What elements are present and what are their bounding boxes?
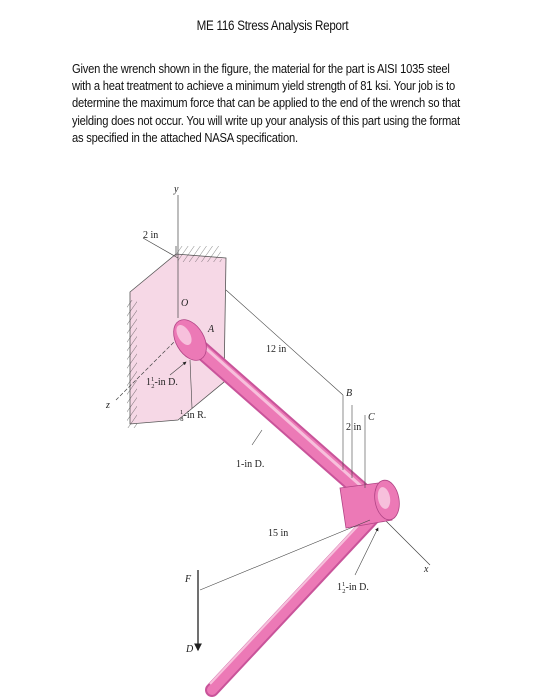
- dim-12in: 12 in: [266, 344, 287, 355]
- point-a-label: A: [208, 324, 215, 335]
- dim-2in: 2 in: [346, 422, 362, 433]
- dim-wall-2in: 2 in: [143, 230, 159, 241]
- report-title: ME 116 Stress Analysis Report: [196, 18, 349, 33]
- point-d-label: D: [186, 644, 194, 655]
- paragraph-line: with a heat treatment to achieve a minimum yield strength of 81 ksi. Your job is to: [72, 78, 455, 94]
- dim-1in-diameter: 1-in D.: [236, 459, 265, 470]
- dia-boss-bottom: $1^1$ 2-in D.: [337, 581, 369, 595]
- axis-x-label: x: [424, 564, 429, 575]
- point-b-label: B: [346, 388, 353, 399]
- axis-z-label: z: [106, 400, 110, 411]
- axis-y-label: y: [174, 184, 179, 195]
- fillet-radius: $^1$ 8-in R.: [180, 409, 207, 423]
- point-o-label: O: [181, 298, 189, 309]
- dim-15in: 15 in: [268, 528, 289, 539]
- force-f-label: F: [185, 574, 192, 585]
- handle-rod: [210, 500, 385, 690]
- paragraph-line: determine the maximum force that can be applied to the end of the wrench so that: [72, 95, 461, 111]
- main-rod: [190, 336, 372, 500]
- paragraph-line: yielding does not occur. You will write up your analysis of this part using the format: [72, 112, 460, 128]
- point-c-label: C: [368, 412, 375, 423]
- paragraph-line: as specified in the attached NASA specification.: [72, 129, 298, 145]
- dia-boss-top: $1^1$ 2-in D.: [146, 376, 178, 390]
- paragraph-line: Given the wrench shown in the figure, the material for the part is AISI 1035 steel: [72, 61, 450, 76]
